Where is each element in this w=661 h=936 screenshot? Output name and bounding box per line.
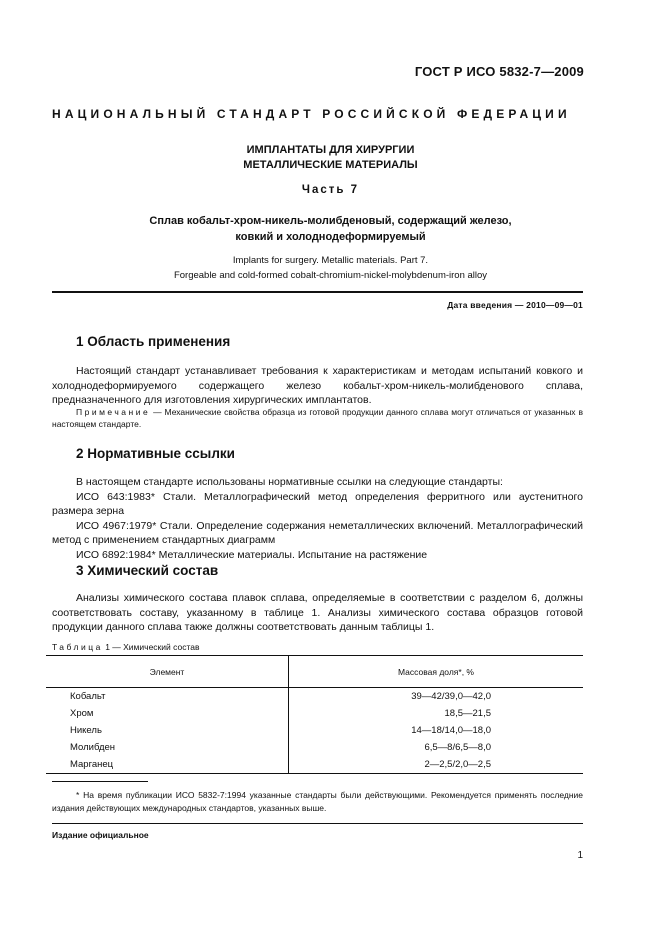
page-number: 1 [577,850,583,861]
element-cell: Хром [70,708,94,719]
table-row [46,705,583,722]
mass-fraction-cell: 18,5—21,5 [289,705,584,722]
footnote: * На время публикации ИСО 5832-7:1994 указанные стандарты были действующими. Рекомендуется применять последние издания действующих международных стандартов, указанных выше. [52,790,583,813]
element-cell: Молибден [70,742,116,753]
element-cell: Марганец [46,756,289,774]
mass-fraction-cell: 6,5—8/6,5—8,0 [289,739,584,756]
edition-label: Издание официальное [52,830,149,840]
table-caption-text: 1 — Химический состав [102,642,200,652]
table-header-row [46,656,583,688]
reference-item: ИСО 4967:1979* Стали. Определение содержания неметаллических включений. Металлографический метод с применением стандартных диаграмм [52,519,583,546]
section-1-body [52,364,583,408]
edition-divider [52,823,583,824]
note-label: Примечание [76,407,151,417]
table-row [46,688,583,706]
table-caption [52,642,200,652]
footnote-divider [52,781,148,782]
section-3-body [52,591,583,635]
subtitle-line-1: Сплав кобальт-хром-никель-молибденовый, содержащий железо, [149,215,512,227]
introduction-date: Дата введения — 2010—09—01 [447,300,583,310]
mass-fraction-cell: 39—42/39,0—42,0 [289,688,584,706]
table-row [46,722,583,739]
mass-fraction-cell: 2—2,5/2,0—2,5 [289,756,584,774]
english-title-line-1: Implants for surgery. Metallic materials. Part 7. [232,255,429,266]
section-1-heading: 1 Область применения [76,334,231,349]
reference-item: ИСО 643:1983* Стали. Металлографический метод определения ферритного или аустенитного размера зерна [52,490,583,517]
title-line-2: МЕТАЛЛИЧЕСКИЕ МАТЕРИАЛЫ [243,159,418,171]
title-divider [52,291,583,293]
section-2-intro: В настоящем стандарте использованы нормативные ссылки на следующие стандарты: [76,476,503,488]
table-row [46,756,583,774]
national-standard-banner: НАЦИОНАЛЬНЫЙ СТАНДАРТ РОССИЙСКОЙ ФЕДЕРАЦИИ [52,107,571,121]
section-1-paragraph: Настоящий стандарт устанавливает требования к характеристикам и методам испытаний ковкого и холоднодеформируемого содержащего железо кобальт-хром-никель-молибденового сплава, предназначенного для изготовления хирургических имплантатов. [52,365,583,406]
english-title-line-2: Forgeable and cold-formed cobalt-chromium-nickel-molybdenum-iron alloy [173,270,488,281]
section-3-paragraph: Анализы химического состава плавок сплава, определяемые в соответствии с разделом 6, должны соответствовать составу, указанному в таблице 1. Анализы химического состава образцов готовой продукции данного сплава также должны соответствовать данным таблицы 1. [52,592,583,633]
element-cell: Кобальт [70,691,106,702]
document-title [0,143,661,173]
table-row [46,739,583,756]
title-line-1: ИМПЛАНТАТЫ ДЛЯ ХИРУРГИИ [246,144,415,156]
subtitle-line-2: ковкий и холоднодеформируемый [235,231,426,243]
element-cell: Никель [70,725,102,736]
mass-fraction-cell: 14—18/14,0—18,0 [289,722,584,739]
column-header-element: Элемент [46,656,289,688]
note-text: — Механические свойства образца из готовой продукции данного сплава могут отличаться от указанных в настоящем стандарте. [52,407,583,429]
reference-item: ИСО 6892:1984* Металлические материалы. Испытание на растяжение [76,548,428,561]
section-2-heading: 2 Нормативные ссылки [76,446,235,461]
chemical-composition-table [46,655,583,774]
document-code: ГОСТ Р ИСО 5832-7—2009 [414,64,584,79]
english-title [0,253,661,283]
section-3-heading: 3 Химический состав [76,563,219,578]
section-2-body [52,475,583,562]
section-1-note [52,406,583,430]
part-number: Часть 7 [301,184,360,196]
table-caption-label: Таблица [52,642,103,652]
document-subtitle [0,213,661,245]
column-header-mass-fraction: Массовая доля*, % [289,656,584,688]
